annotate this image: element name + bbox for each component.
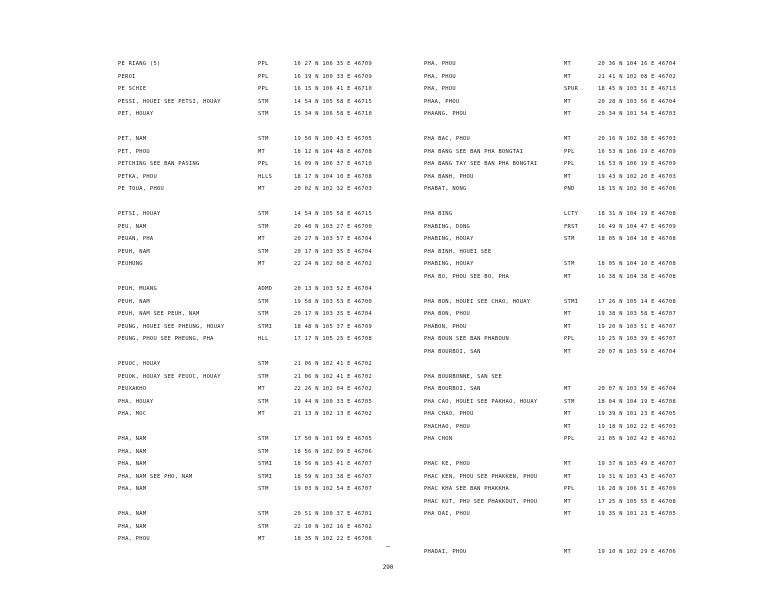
gazetteer-entry: [424, 208, 716, 221]
gazetteer-entry: [424, 346, 716, 359]
entry-name: PHA, PHOU: [118, 536, 150, 542]
entry-type: MT: [564, 273, 572, 280]
entry-type: STMI: [258, 473, 273, 480]
entry-coordinates: 19 10 N 102 29 E 46706: [598, 548, 676, 555]
entry-type: MT: [258, 236, 266, 242]
entry-name: PHABING, HOUAY: [424, 261, 474, 267]
gazetteer-entry: [424, 333, 716, 346]
gazetteer-entry: [118, 233, 388, 246]
entry-coordinates: 16 19 N 100 33 E 46709: [294, 73, 372, 80]
entry-name: PETCHING SEE BAN PASING: [118, 161, 200, 167]
entry-name: PE TOUA, PHOU: [118, 186, 165, 192]
entry-coordinates: 19 18 N 102 22 E 46703: [598, 423, 676, 430]
entry-coordinates: 20 07 N 103 59 E 46704: [598, 348, 676, 355]
entry-coordinates: 20 34 N 101 54 E 46703: [598, 111, 676, 117]
entry-gap: [424, 196, 716, 209]
entry-type: MT: [564, 461, 572, 467]
gazetteer-entry: [424, 233, 716, 246]
entry-name: PHA, NAM: [118, 511, 147, 517]
entry-type: STM: [258, 398, 269, 405]
entry-coordinates: 20 02 N 102 32 E 46703: [294, 186, 372, 192]
entry-type: MT: [564, 386, 572, 392]
entry-type: MT: [564, 423, 572, 430]
entry-coordinates: 17 25 N 105 55 E 46708: [598, 498, 676, 505]
entry-name: PHADAI, PHOU: [424, 548, 467, 555]
entry-coordinates: 20 36 N 104 16 E 46704: [598, 61, 676, 67]
gazetteer-entry: [118, 483, 388, 496]
entry-name: PHA, HOUAY: [118, 398, 154, 405]
entry-type: STM: [258, 373, 269, 380]
gazetteer-entry: [118, 221, 388, 234]
entry-name: PEUAN, PHA: [118, 236, 154, 242]
left-column: [118, 58, 388, 546]
entry-type: MT: [258, 411, 266, 417]
right-column: [424, 58, 716, 558]
entry-type: MT: [564, 111, 572, 117]
gazetteer-entry: [424, 108, 716, 121]
entry-gap: [424, 446, 716, 459]
entry-coordinates: 16 53 N 106 19 E 46709: [598, 148, 676, 155]
entry-type: STM: [258, 211, 269, 217]
entry-name: PHA BING: [424, 211, 453, 217]
gazetteer-entry: [118, 446, 388, 459]
entry-name: PHA CAO, HOUEI SEE PAKHAO, HOUAY: [424, 398, 538, 405]
gazetteer-entry: [424, 483, 716, 496]
entry-type: MT: [564, 548, 572, 555]
entry-gap: [424, 521, 716, 534]
entry-type: MT: [258, 261, 266, 267]
entry-type: STMI: [258, 461, 273, 467]
entry-name: PHA, PHOU: [424, 73, 456, 80]
entry-type: STM: [564, 261, 575, 267]
gazetteer-entry: [424, 408, 716, 421]
gazetteer-entry: [118, 133, 388, 146]
entry-type: MT: [564, 511, 572, 517]
entry-name: PEUH, NAM: [118, 248, 150, 255]
gazetteer-entry: [424, 83, 716, 96]
entry-coordinates: 21 05 N 102 42 E 46702: [598, 436, 676, 442]
center-mark: [386, 546, 390, 547]
gazetteer-entry: [118, 408, 388, 421]
entry-type: STM: [258, 136, 269, 142]
entry-type: MT: [564, 323, 572, 330]
entry-coordinates: 14 54 N 105 58 E 46715: [294, 98, 372, 105]
entry-coordinates: 19 37 N 103 49 E 46707: [598, 461, 676, 467]
entry-name: PHA BON, PHOU: [424, 311, 471, 317]
gazetteer-entry: [424, 458, 716, 471]
entry-coordinates: 19 03 N 102 54 E 46707: [294, 486, 372, 492]
entry-name: PEUH, MUANG: [118, 286, 157, 292]
entry-name: PE RIANG (5): [118, 61, 161, 67]
entry-name: PHA BO, PHOU SEE BO, PHA: [424, 273, 510, 280]
gazetteer-entry: [424, 383, 716, 396]
entry-type: MT: [564, 61, 572, 67]
gazetteer-entry: [118, 183, 388, 196]
entry-type: STM: [258, 486, 269, 492]
entry-coordinates: 17 50 N 101 09 E 46705: [294, 436, 372, 442]
entry-coordinates: 21 06 N 102 41 E 46702: [294, 361, 372, 367]
gazetteer-entry: [424, 371, 716, 384]
entry-coordinates: 19 35 N 101 23 E 46705: [598, 511, 676, 517]
entry-type: STM: [258, 311, 269, 317]
entry-type: PPL: [564, 336, 575, 342]
entry-type: ADMD: [258, 286, 273, 292]
entry-type: MT: [564, 411, 572, 417]
entry-coordinates: 19 58 N 103 53 E 46700: [294, 298, 372, 305]
entry-name: PHA, PHOU: [424, 61, 456, 67]
entry-coordinates: 19 25 N 103 39 E 46707: [598, 336, 676, 342]
entry-coordinates: 18 15 N 102 30 E 46706: [598, 186, 676, 192]
entry-coordinates: 18 56 N 103 41 E 46707: [294, 461, 372, 467]
gazetteer-entry: [424, 133, 716, 146]
entry-name: PHAANG, PHOU: [424, 111, 467, 117]
entry-coordinates: 15 34 N 106 58 E 46710: [294, 111, 372, 117]
entry-type: PPL: [564, 161, 575, 167]
entry-coordinates: 20 27 N 103 57 E 46704: [294, 236, 372, 242]
entry-gap: [424, 358, 716, 371]
entry-type: STM: [258, 436, 269, 442]
entry-type: PND: [564, 186, 575, 192]
entry-gap: [118, 346, 388, 359]
entry-name: PHABON, PHOU: [424, 323, 467, 330]
entry-coordinates: 18 45 N 103 31 E 46713: [598, 86, 676, 92]
gazetteer-entry: [118, 258, 388, 271]
entry-type: STMI: [258, 323, 273, 330]
entry-type: LCTY: [564, 211, 579, 217]
gazetteer-entry: [118, 533, 388, 546]
gazetteer-entry: [424, 183, 716, 196]
gazetteer-entry: [424, 421, 716, 434]
entry-name: PHA BON, HOUEI SEE CHAO, HOUAY: [424, 298, 531, 305]
entry-name: PEU, NAM: [118, 223, 147, 230]
entry-type: STM: [564, 398, 575, 405]
entry-name: PET, PHOU: [118, 148, 150, 155]
entry-name: PHAC KHA SEE BAN PHAKKHA: [424, 486, 510, 492]
entry-name: PEUH, NAM: [118, 298, 150, 305]
gazetteer-entry: [118, 83, 388, 96]
gazetteer-entry: [424, 221, 716, 234]
entry-coordinates: 22 24 N 102 08 E 46702: [294, 261, 372, 267]
entry-name: PHAC KEN, PHOU SEE PHAKKEN, PHOU: [424, 473, 538, 480]
entry-name: PHA BOUN SEE BAN PHABOUN: [424, 336, 510, 342]
entry-coordinates: 19 31 N 103 43 E 46707: [598, 473, 676, 480]
entry-gap: [118, 121, 388, 134]
entry-name: PEUXAKHO: [118, 386, 147, 392]
entry-name: PEUNG, HOUEI SEE PHEUNG, HOUAY: [118, 323, 225, 330]
entry-type: PPL: [564, 148, 575, 155]
entry-name: PHA BANG SEE BAN PHA BONGTAI: [424, 148, 524, 155]
entry-name: PETKA, PHOU: [118, 173, 157, 180]
entry-type: STM: [258, 361, 269, 367]
entry-name: PHA, NAM: [118, 523, 147, 530]
gazetteer-entry: [118, 283, 388, 296]
entry-type: STM: [258, 248, 269, 255]
entry-coordinates: 16 27 N 106 35 E 46709: [294, 61, 372, 67]
entry-type: PPL: [564, 486, 575, 492]
entry-coordinates: 22 10 N 102 16 E 46702: [294, 523, 372, 530]
gazetteer-entry: [118, 71, 388, 84]
entry-coordinates: 16 53 N 106 19 E 46709: [598, 161, 676, 167]
entry-type: MT: [258, 386, 266, 392]
entry-coordinates: 19 50 N 100 43 E 46705: [294, 136, 372, 142]
gazetteer-entry: [118, 371, 388, 384]
entry-type: MT: [564, 498, 572, 505]
entry-coordinates: 20 16 N 102 38 E 46703: [598, 136, 676, 142]
gazetteer-entry: [118, 458, 388, 471]
entry-name: PETSI, HOUAY: [118, 211, 161, 217]
gazetteer-entry: [118, 396, 388, 409]
entry-coordinates: 18 59 N 103 38 E 46707: [294, 473, 372, 480]
entry-coordinates: 19 39 N 101 23 E 46705: [598, 411, 676, 417]
entry-name: PEUOC, HOUAY: [118, 361, 161, 367]
gazetteer-entry: [424, 496, 716, 509]
gazetteer-entry: [424, 246, 716, 259]
gazetteer-entry: [118, 158, 388, 171]
entry-coordinates: 18 31 N 104 19 E 46708: [598, 211, 676, 217]
entry-coordinates: 21 06 N 102 41 E 46702: [294, 373, 372, 380]
gazetteer-entry: [424, 158, 716, 171]
entry-coordinates: 19 44 N 100 33 E 46705: [294, 398, 372, 405]
entry-type: PPL: [564, 436, 575, 442]
entry-type: MT: [564, 311, 572, 317]
entry-name: PHA, PHOU: [424, 86, 456, 92]
gazetteer-entry: [424, 296, 716, 309]
entry-name: PET, HOUAY: [118, 111, 154, 117]
entry-name: PHA, NAM: [118, 448, 147, 455]
entry-type: PPL: [258, 61, 269, 67]
gazetteer-entry: [118, 383, 388, 396]
entry-type: STM: [258, 111, 269, 117]
entry-coordinates: 19 20 N 103 51 E 46707: [598, 323, 676, 330]
entry-name: PHA BINH, HOUEI SEE: [424, 248, 492, 255]
entry-type: MT: [258, 186, 266, 192]
entry-type: MT: [564, 473, 572, 480]
entry-type: STMI: [564, 298, 579, 305]
entry-type: STM: [258, 223, 269, 230]
gazetteer-entry: [424, 546, 716, 559]
gazetteer-entry: [424, 58, 716, 71]
entry-name: PESSI, HOUEI SEE PETSI, HOUAY: [118, 98, 221, 105]
entry-gap: [118, 496, 388, 509]
entry-name: PHABING, HOUAY: [424, 236, 474, 242]
entry-coordinates: 16 28 N 106 51 E 46709: [598, 486, 676, 492]
gazetteer-entry: [424, 321, 716, 334]
gazetteer-entry: [118, 296, 388, 309]
gazetteer-entry: [118, 333, 388, 346]
entry-coordinates: 20 07 N 103 59 E 46704: [598, 386, 676, 392]
gazetteer-entry: [118, 521, 388, 534]
entry-coordinates: 16 38 N 104 38 E 46708: [598, 273, 676, 280]
entry-type: MT: [564, 136, 572, 142]
entry-coordinates: 19 38 N 103 58 E 46707: [598, 311, 676, 317]
gazetteer-entry: [424, 308, 716, 321]
entry-name: PHA BANH, PHOU: [424, 173, 474, 180]
entry-name: PHA BOURBOI, SAN: [424, 348, 481, 355]
entry-name: PEUH, NAM SEE PEUH, NAM: [118, 311, 200, 317]
entry-type: MT: [564, 98, 572, 105]
entry-gap: [424, 121, 716, 134]
gazetteer-entry: [424, 508, 716, 521]
entry-name: PHA, NAM SEE PHO, NAM: [118, 473, 193, 480]
entry-type: MT: [564, 173, 572, 180]
entry-type: MT: [564, 348, 572, 355]
gazetteer-entry: [424, 71, 716, 84]
entry-name: PHACHAO, PHOU: [424, 423, 471, 430]
entry-type: STM: [258, 523, 269, 530]
entry-coordinates: 14 54 N 105 58 E 46715: [294, 211, 372, 217]
entry-coordinates: 18 35 N 102 22 E 46706: [294, 536, 372, 542]
entry-coordinates: 17 17 N 105 25 E 46708: [294, 336, 372, 342]
entry-gap: [118, 196, 388, 209]
gazetteer-entry: [118, 58, 388, 71]
entry-coordinates: 18 56 N 102 09 E 46706: [294, 448, 372, 455]
entry-type: HLL: [258, 336, 269, 342]
entry-type: STM: [258, 511, 269, 517]
gazetteer-entry: [118, 433, 388, 446]
entry-name: PHA BAC, PHOU: [424, 136, 471, 142]
gazetteer-entry: [424, 258, 716, 271]
entry-type: PPL: [258, 86, 269, 92]
gazetteer-entry: [118, 321, 388, 334]
entry-type: MT: [258, 536, 266, 542]
entry-type: PPL: [258, 73, 269, 80]
gazetteer-entry: [424, 146, 716, 159]
gazetteer-entry: [118, 96, 388, 109]
entry-coordinates: 18 17 N 104 10 E 46708: [294, 173, 372, 180]
gazetteer-entry: [424, 171, 716, 184]
entry-type: STM: [564, 236, 575, 242]
entry-type: MT: [258, 148, 266, 155]
entry-type: PPL: [258, 161, 269, 167]
page-number: 290: [382, 564, 394, 571]
entry-name: PEUHUNG: [118, 261, 143, 267]
gazetteer-entry: [118, 308, 388, 321]
entry-coordinates: 17 26 N 105 14 E 46708: [598, 298, 676, 305]
entry-type: FRST: [564, 223, 579, 230]
entry-coordinates: 20 17 N 103 35 E 46704: [294, 311, 372, 317]
entry-name: PHA CHAO, PHOU: [424, 411, 474, 417]
entry-name: PEUNG, PHOU SEE PHEUNG, PHA: [118, 336, 214, 342]
entry-gap: [118, 271, 388, 284]
entry-coordinates: 20 40 N 103 27 E 46700: [294, 223, 372, 230]
entry-name: PET, NAM: [118, 136, 147, 142]
entry-coordinates: 19 43 N 102 20 E 46703: [598, 173, 676, 180]
entry-type: HLLS: [258, 173, 273, 180]
entry-coordinates: 20 17 N 103 35 E 46704: [294, 248, 372, 255]
entry-coordinates: 16 09 N 106 37 E 46710: [294, 161, 372, 167]
gazetteer-entry: [118, 471, 388, 484]
entry-name: PHABAT, NONG: [424, 186, 467, 192]
entry-name: PE SCHIE: [118, 86, 147, 92]
entry-name: PEUOK, HOUAY SEE PEUOC, HOUAY: [118, 373, 221, 380]
entry-name: PHA BOURBOI, SAN: [424, 386, 481, 392]
gazetteer-entry: [118, 171, 388, 184]
entry-coordinates: 16 15 N 106 41 E 46710: [294, 86, 372, 92]
entry-name: PHA, NAM: [118, 461, 147, 467]
gazetteer-entry: [118, 246, 388, 259]
gazetteer-entry: [424, 433, 716, 446]
entry-name: PHA, NAM: [118, 436, 147, 442]
entry-coordinates: 18 05 N 104 10 E 46708: [598, 236, 676, 242]
entry-type: STM: [258, 448, 269, 455]
entry-coordinates: 16 49 N 104 47 E 46709: [598, 223, 676, 230]
gazetteer-entry: [118, 508, 388, 521]
entry-coordinates: 20 28 N 103 56 E 46704: [598, 98, 676, 105]
entry-type: MT: [564, 73, 572, 80]
entry-type: STM: [258, 98, 269, 105]
entry-name: PHABING, DONG: [424, 223, 471, 230]
entry-gap: [424, 533, 716, 546]
entry-name: PHA, NAM: [118, 486, 147, 492]
entry-coordinates: 22 26 N 102 04 E 46702: [294, 386, 372, 392]
entry-coordinates: 18 04 N 104 19 E 46708: [598, 398, 676, 405]
gazetteer-entry: [424, 96, 716, 109]
entry-type: STM: [258, 298, 269, 305]
entry-coordinates: 18 12 N 104 48 E 46708: [294, 148, 372, 155]
gazetteer-entry: [424, 271, 716, 284]
entry-type: SPUR: [564, 86, 579, 92]
entry-coordinates: 21 41 N 102 08 E 46702: [598, 73, 676, 80]
gazetteer-entry: [118, 358, 388, 371]
entry-gap: [118, 421, 388, 434]
gazetteer-entry: [118, 108, 388, 121]
entry-name: PHA CHON: [424, 436, 453, 442]
gazetteer-entry: [424, 471, 716, 484]
entry-coordinates: 18 48 N 105 37 E 46709: [294, 323, 372, 330]
gazetteer-entry: [118, 208, 388, 221]
entry-name: PHAC KUT, PHU SEE PHAKKOUT, PHOU: [424, 498, 538, 505]
entry-name: PEROI: [118, 73, 136, 80]
entry-gap: [424, 283, 716, 296]
entry-name: PHA BOURBONNE, SAN SEE: [424, 373, 502, 380]
entry-coordinates: 20 13 N 103 52 E 46704: [294, 286, 372, 292]
entry-name: PHAC KE, PHOU: [424, 461, 471, 467]
entry-name: PHA DAI, PHOU: [424, 511, 471, 517]
entry-coordinates: 20 51 N 100 37 E 46701: [294, 511, 372, 517]
entry-name: PHAA, PHOU: [424, 98, 460, 105]
gazetteer-entry: [424, 396, 716, 409]
entry-coordinates: 18 05 N 104 10 E 46708: [598, 261, 676, 267]
entry-name: PHA, MOC: [118, 411, 147, 417]
entry-coordinates: 21 13 N 102 13 E 46702: [294, 411, 372, 417]
gazetteer-entry: [118, 146, 388, 159]
entry-name: PHA BANG TAY SEE BAN PHA BONGTAI: [424, 161, 538, 167]
